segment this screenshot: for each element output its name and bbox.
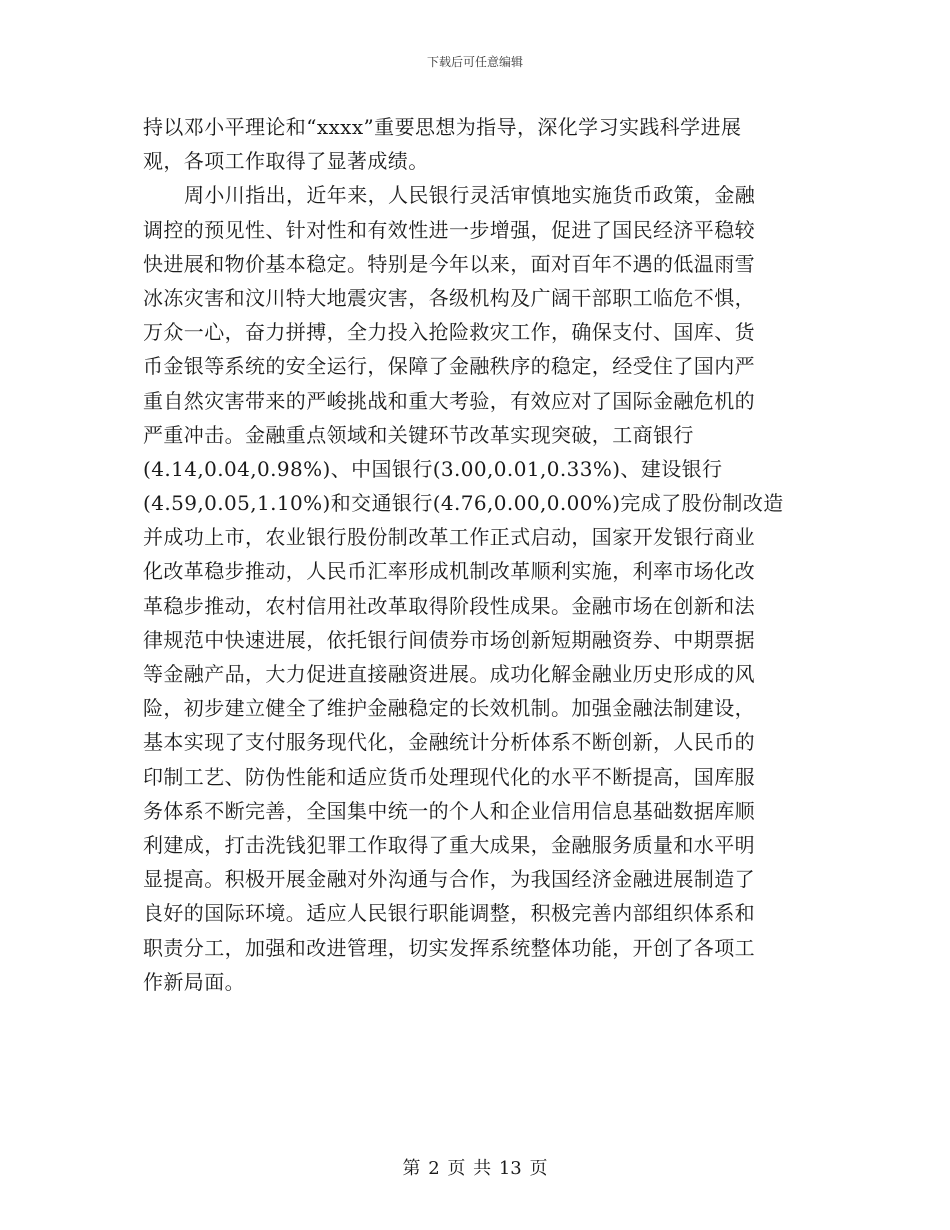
text-line: (4.59,0.05,1.10%)和交通银行(4.76,0.00,0.00%)完成了股份制改造	[143, 491, 784, 516]
paragraph-first-line: 周小川指出，近年来，人民银行灵活审慎地实施货币政策，金融	[184, 183, 756, 208]
text-line: 利建成，打击洗钱犯罪工作取得了重大成果，金融服务质量和水平明	[143, 832, 755, 857]
text-line: 革稳步推动，农村信用社改革取得阶段性成果。金融市场在创新和法	[143, 593, 755, 618]
text-line: 印制工艺、防伪性能和适应货币处理现代化的水平不断提高，国库服	[143, 764, 755, 789]
text-line: 等金融产品，大力促进直接融资进展。成功化解金融业历史形成的风	[143, 662, 755, 686]
text-line: 严重冲击。金融重点领域和关键环节改革实现突破，工商银行	[143, 422, 694, 447]
text-line: 良好的国际环境。适应人民银行职能调整，积极完善内部组织体系和	[143, 901, 755, 926]
text-line: 观，各项工作取得了显著成绩。	[143, 149, 429, 174]
text-line: (4.14,0.04,0.98%)、中国银行(3.00,0.01,0.33%)、建设银行	[143, 456, 723, 481]
text-line: 基本实现了支付服务现代化，金融统计分析体系不断创新，人民币的	[143, 730, 755, 755]
text-line: 职责分工，加强和改进管理，切实发挥系统整体功能，开创了各项工	[143, 935, 755, 960]
page-number: 第 2 页 共 13 页	[402, 1158, 548, 1179]
text-line: 作新局面。	[143, 969, 245, 994]
text-line: 务体系不断完善，全国集中统一的个人和企业信用信息基础数据库顺	[143, 798, 755, 823]
text-line: 险，初步建立健全了维护金融稳定的长效机制。加强金融法制建设，	[143, 696, 755, 721]
text-line: 持以邓小平理论和“xxxx”重要思想为指导，深化学习实践科学进展	[143, 115, 742, 139]
text-line: 重自然灾害带来的严峻挑战和重大考验，有效应对了国际金融危机的	[143, 388, 755, 413]
text-line: 冰冻灾害和汶川特大地震灾害，各级机构及广阔干部职工临危不惧，	[143, 285, 755, 310]
text-line: 律规范中快速进展，依托银行间债券市场创新短期融资券、中期票据	[143, 627, 755, 652]
text-line: 显提高。积极开展金融对外沟通与合作，为我国经济金融进展制造了	[143, 867, 755, 892]
text-line: 快进展和物价基本稳定。特别是今年以来，面对百年不遇的低温雨雪	[143, 251, 755, 276]
text-line: 万众一心，奋力拼搏，全力投入抢险救灾工作，确保支付、国库、货	[143, 320, 755, 345]
text-line: 币金银等系统的安全运行，保障了金融秩序的稳定，经受住了国内严	[143, 354, 755, 379]
text-line: 化改革稳步推动，人民币汇率形成机制改革顺利实施，利率市场化改	[143, 559, 755, 584]
text-line: 调控的预见性、针对性和有效性进一步增强，促进了国民经济平稳较	[143, 217, 755, 242]
document-body	[143, 110, 793, 999]
text-line: 并成功上市，农业银行股份制改革工作正式启动，国家开发银行商业	[143, 525, 755, 550]
header-note: 下载后可任意编辑	[426, 55, 523, 69]
